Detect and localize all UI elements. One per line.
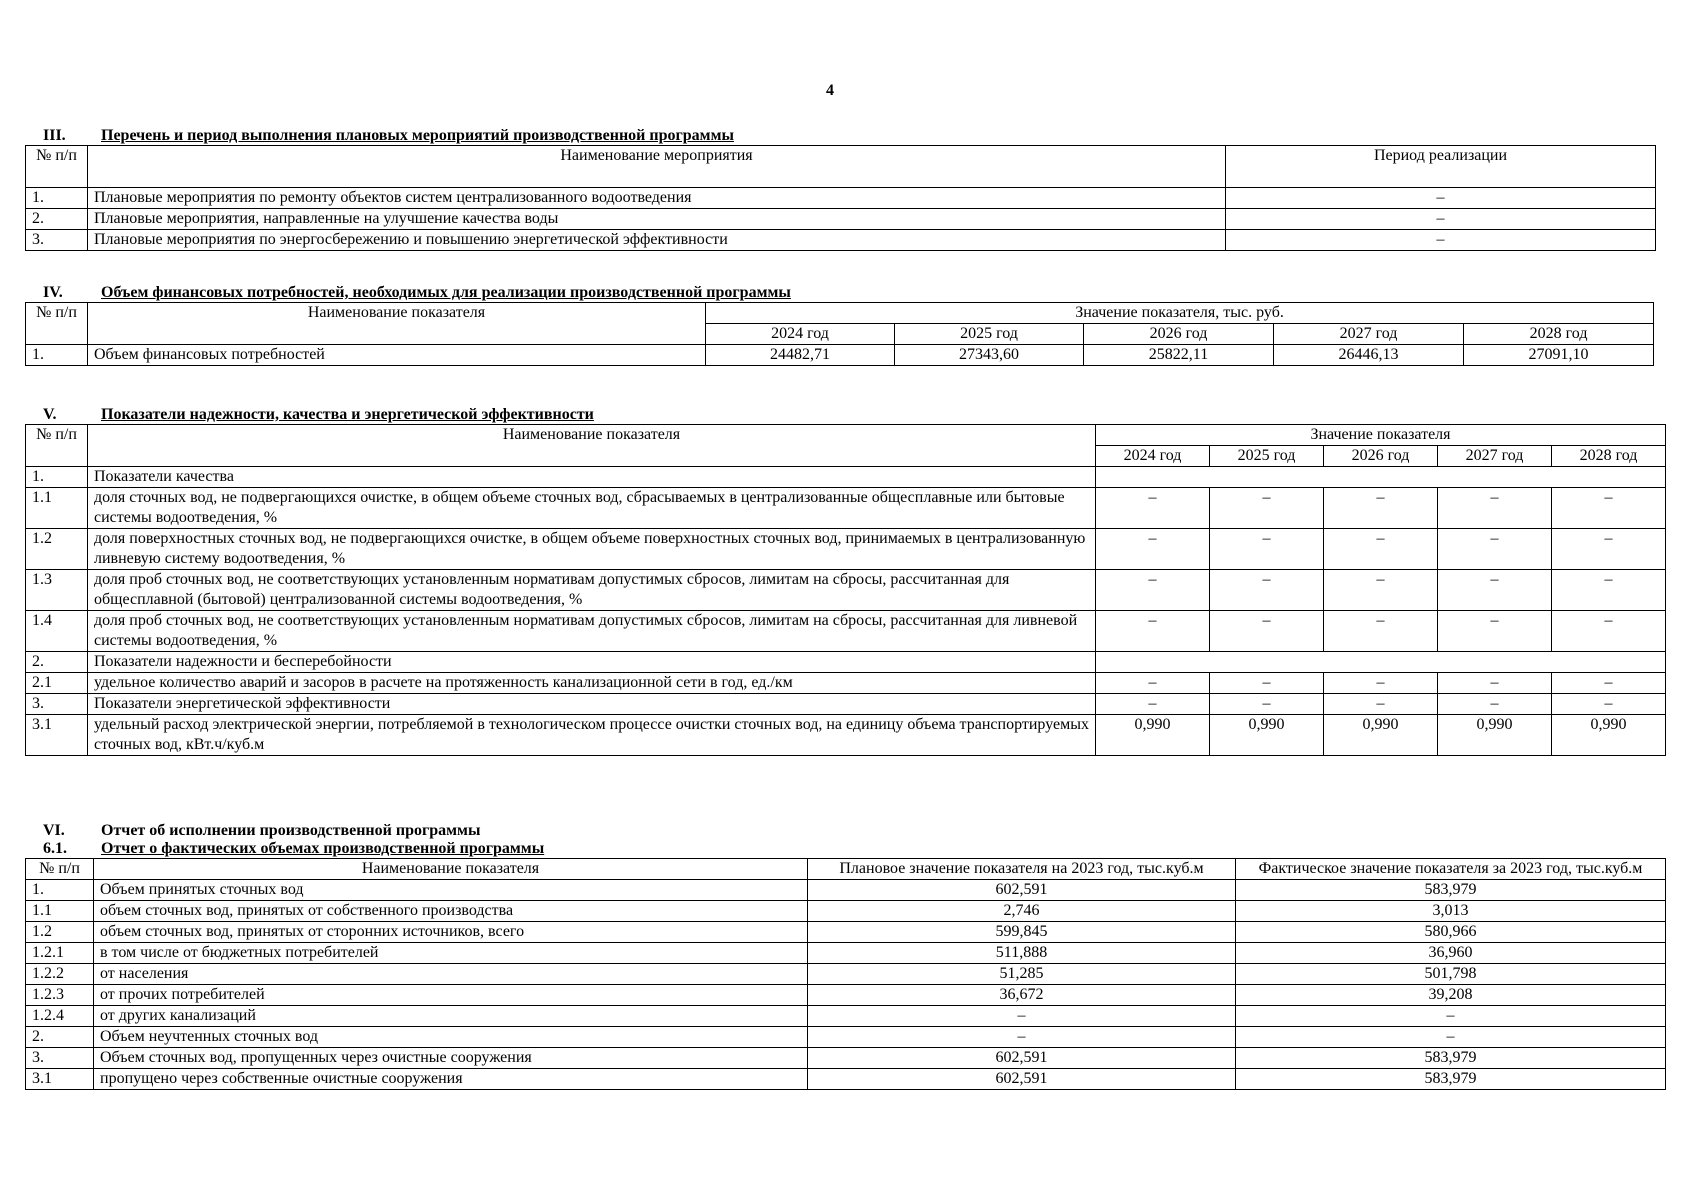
- table-header-row: [26, 425, 1666, 446]
- row-value: –: [1324, 694, 1438, 715]
- row-indicator-name: доля проб сточных вод, не соответствующих установленным нормативам допустимых сбросов, лимитам на сбросы, рассчитанная для ливневой системы водоотведения, %: [88, 611, 1096, 652]
- row-value: –: [1210, 570, 1324, 611]
- row-value: –: [1096, 488, 1210, 529]
- row-number: 1.2: [26, 922, 94, 943]
- table-row: [26, 901, 1666, 922]
- section-vi: [25, 822, 1666, 1090]
- row-indicator-name: Объем сточных вод, пропущенных через очистные сооружения: [94, 1048, 808, 1069]
- row-fact-value: 39,208: [1236, 985, 1666, 1006]
- row-value: –: [1210, 694, 1324, 715]
- row-number: 3.1: [26, 715, 88, 756]
- year-header: 2024 год: [1096, 446, 1210, 467]
- section-v-title: Показатели надежности, качества и энергетической эффективности: [101, 406, 594, 423]
- row-value: 27091,10: [1464, 345, 1654, 366]
- row-activity-name: Плановые мероприятия по энергосбережению и повышению энергетической эффективности: [88, 230, 1226, 251]
- row-plan-value: 599,845: [808, 922, 1236, 943]
- row-indicator-name: Показатели качества: [88, 467, 1096, 488]
- table-row: [26, 467, 1666, 488]
- section-v-heading: [25, 406, 1666, 424]
- row-indicator-name: удельное количество аварий и засоров в расчете на протяженность канализационной сети в год, ед./км: [88, 673, 1096, 694]
- year-header: 2025 год: [895, 324, 1084, 345]
- row-number: 3.1: [26, 1069, 94, 1090]
- row-number: 1.2.4: [26, 1006, 94, 1027]
- table-row: [26, 570, 1666, 611]
- row-value: –: [1096, 694, 1210, 715]
- header-indicator-name: Наименование показателя: [94, 859, 808, 880]
- row-number: 1.2.3: [26, 985, 94, 1006]
- header-plan: Плановое значение показателя на 2023 год, тыс.куб.м: [808, 859, 1236, 880]
- table-row: [26, 715, 1666, 756]
- section-vi-title: Отчет об исполнении производственной программы: [101, 822, 481, 839]
- year-header: 2028 год: [1464, 324, 1654, 345]
- row-plan-value: –: [808, 1027, 1236, 1048]
- section-iii-heading: [25, 127, 1656, 145]
- row-value: –: [1552, 529, 1666, 570]
- table-row: [26, 611, 1666, 652]
- row-number: 1.: [26, 880, 94, 901]
- row-value: 25822,11: [1084, 345, 1274, 366]
- header-period: Период реализации: [1226, 146, 1656, 188]
- report-table: [25, 858, 1666, 1090]
- row-value: –: [1552, 694, 1666, 715]
- row-number: 1.2.1: [26, 943, 94, 964]
- row-fact-value: 501,798: [1236, 964, 1666, 985]
- row-value: 24482,71: [706, 345, 895, 366]
- table-header-row: [26, 859, 1666, 880]
- row-plan-value: 2,746: [808, 901, 1236, 922]
- row-indicator-name: Объем финансовых потребностей: [88, 345, 706, 366]
- header-no: № п/п: [26, 425, 88, 467]
- row-value: 0,990: [1324, 715, 1438, 756]
- header-indicator-name: Наименование показателя: [88, 425, 1096, 467]
- header-no: № п/п: [26, 146, 88, 188]
- table-row: [26, 694, 1666, 715]
- row-value: –: [1210, 488, 1324, 529]
- row-number: 2.1: [26, 673, 88, 694]
- row-empty-values: [1096, 652, 1666, 673]
- row-indicator-name: Объем принятых сточных вод: [94, 880, 808, 901]
- financial-needs-table: [25, 302, 1654, 366]
- section-iv-title: Объем финансовых потребностей, необходимых для реализации производственной программы: [101, 284, 791, 301]
- table-row: [26, 922, 1666, 943]
- row-value: 0,990: [1210, 715, 1324, 756]
- row-number: 1.: [26, 345, 88, 366]
- row-number: 1.: [26, 467, 88, 488]
- row-number: 2.: [26, 652, 88, 673]
- indicators-table: [25, 424, 1666, 756]
- section-iii: [25, 127, 1656, 251]
- row-indicator-name: пропущено через собственные очистные сооружения: [94, 1069, 808, 1090]
- row-indicator-name: удельный расход электрической энергии, потребляемой в технологическом процессе очистки сточных вод, на единицу объема транспортируемых сточных вод, кВт.ч/куб.м: [88, 715, 1096, 756]
- year-header: 2027 год: [1274, 324, 1464, 345]
- table-header-row: [26, 146, 1656, 188]
- row-number: 1.2: [26, 529, 88, 570]
- year-header: 2026 год: [1324, 446, 1438, 467]
- row-fact-value: 583,979: [1236, 880, 1666, 901]
- table-row: [26, 488, 1666, 529]
- row-value: –: [1438, 529, 1552, 570]
- row-value: –: [1096, 570, 1210, 611]
- row-value: –: [1096, 611, 1210, 652]
- row-fact-value: 580,966: [1236, 922, 1666, 943]
- row-plan-value: –: [808, 1006, 1236, 1027]
- section-iv: [25, 284, 1654, 366]
- header-indicator-name: Наименование показателя: [88, 303, 706, 345]
- row-value: –: [1324, 488, 1438, 529]
- row-fact-value: –: [1236, 1006, 1666, 1027]
- row-empty-values: [1096, 467, 1666, 488]
- page-number: 4: [826, 82, 834, 99]
- row-value: –: [1438, 694, 1552, 715]
- row-number: 3.: [26, 1048, 94, 1069]
- row-number: 1.1: [26, 901, 94, 922]
- row-value: 0,990: [1438, 715, 1552, 756]
- year-header: 2024 год: [706, 324, 895, 345]
- row-indicator-name: от прочих потребителей: [94, 985, 808, 1006]
- section-iv-heading: [25, 284, 1654, 302]
- row-number: 1.2.2: [26, 964, 94, 985]
- row-value: 0,990: [1552, 715, 1666, 756]
- table-row: [26, 1048, 1666, 1069]
- row-indicator-name: объем сточных вод, принятых от сторонних источников, всего: [94, 922, 808, 943]
- row-plan-value: 511,888: [808, 943, 1236, 964]
- row-fact-value: 3,013: [1236, 901, 1666, 922]
- row-number: 2.: [26, 209, 88, 230]
- row-fact-value: –: [1236, 1027, 1666, 1048]
- row-fact-value: 36,960: [1236, 943, 1666, 964]
- row-value: –: [1438, 488, 1552, 529]
- row-number: 1.3: [26, 570, 88, 611]
- row-value: –: [1552, 611, 1666, 652]
- year-header: 2025 год: [1210, 446, 1324, 467]
- row-activity-name: Плановые мероприятия по ремонту объектов систем централизованного водоотведения: [88, 188, 1226, 209]
- row-indicator-name: доля сточных вод, не подвергающихся очистке, в общем объеме сточных вод, сбрасываемых в централизованные общесплавные или бытовые системы водоотведения, %: [88, 488, 1096, 529]
- row-value: –: [1438, 673, 1552, 694]
- header-activity-name: Наименование мероприятия: [88, 146, 1226, 188]
- table-row: [26, 1069, 1666, 1090]
- section-v-number: V.: [43, 406, 57, 423]
- row-value: –: [1552, 570, 1666, 611]
- row-number: 1.1: [26, 488, 88, 529]
- table-row: [26, 230, 1656, 251]
- row-indicator-name: от населения: [94, 964, 808, 985]
- row-plan-value: 602,591: [808, 1048, 1236, 1069]
- row-value: –: [1096, 673, 1210, 694]
- row-value: –: [1210, 673, 1324, 694]
- row-value: –: [1552, 673, 1666, 694]
- row-activity-name: Плановые мероприятия, направленные на улучшение качества воды: [88, 209, 1226, 230]
- table-row: [26, 880, 1666, 901]
- table-row: [26, 673, 1666, 694]
- row-value: 26446,13: [1274, 345, 1464, 366]
- row-period: –: [1226, 188, 1656, 209]
- row-indicator-name: Показатели надежности и бесперебойности: [88, 652, 1096, 673]
- header-no: № п/п: [26, 303, 88, 345]
- table-row: [26, 529, 1666, 570]
- row-value: –: [1096, 529, 1210, 570]
- row-indicator-name: от других канализаций: [94, 1006, 808, 1027]
- row-plan-value: 602,591: [808, 880, 1236, 901]
- row-fact-value: 583,979: [1236, 1048, 1666, 1069]
- section-iii-number: III.: [43, 127, 66, 144]
- table-row: [26, 1006, 1666, 1027]
- row-indicator-name: доля проб сточных вод, не соответствующих установленным нормативам допустимых сбросов, лимитам на сбросы, рассчитанная для общесплавной (бытовой) централизованной системы водоотведения, %: [88, 570, 1096, 611]
- row-value: –: [1438, 611, 1552, 652]
- table-row: [26, 652, 1666, 673]
- table-header-row: [26, 303, 1654, 324]
- activities-table: [25, 145, 1656, 251]
- row-value: –: [1552, 488, 1666, 529]
- row-indicator-name: доля поверхностных сточных вод, не подвергающихся очистке, в общем объеме поверхностных сточных вод, принимаемых в централизованную ливневую систему водоотведения, %: [88, 529, 1096, 570]
- section-vi-heading: [25, 822, 1666, 840]
- row-value: –: [1438, 570, 1552, 611]
- year-header: 2028 год: [1552, 446, 1666, 467]
- header-value: Значение показателя: [1096, 425, 1666, 446]
- year-header: 2027 год: [1438, 446, 1552, 467]
- row-plan-value: 51,285: [808, 964, 1236, 985]
- table-row: [26, 943, 1666, 964]
- row-value: –: [1210, 529, 1324, 570]
- row-plan-value: 36,672: [808, 985, 1236, 1006]
- row-number: 3.: [26, 694, 88, 715]
- row-indicator-name: Показатели энергетической эффективности: [88, 694, 1096, 715]
- row-indicator-name: объем сточных вод, принятых от собственного производства: [94, 901, 808, 922]
- row-number: 3.: [26, 230, 88, 251]
- header-value: Значение показателя, тыс. руб.: [706, 303, 1654, 324]
- row-value: 0,990: [1096, 715, 1210, 756]
- row-value: –: [1324, 529, 1438, 570]
- section-6-1-title: Отчет о фактических объемах производственной программы: [101, 840, 545, 857]
- row-plan-value: 602,591: [808, 1069, 1236, 1090]
- year-header: 2026 год: [1084, 324, 1274, 345]
- row-indicator-name: Объем неучтенных сточных вод: [94, 1027, 808, 1048]
- section-vi-number: VI.: [43, 822, 65, 839]
- table-row: [26, 985, 1666, 1006]
- row-period: –: [1226, 230, 1656, 251]
- section-iii-title: Перечень и период выполнения плановых мероприятий производственной программы: [101, 127, 734, 144]
- section-6-1-heading: [25, 840, 1666, 858]
- row-indicator-name: в том числе от бюджетных потребителей: [94, 943, 808, 964]
- row-fact-value: 583,979: [1236, 1069, 1666, 1090]
- section-6-1-number: 6.1.: [43, 840, 67, 857]
- row-value: –: [1324, 611, 1438, 652]
- row-value: –: [1210, 611, 1324, 652]
- section-iv-number: IV.: [43, 284, 63, 301]
- row-value: –: [1324, 673, 1438, 694]
- row-number: 1.: [26, 188, 88, 209]
- section-v: [25, 406, 1666, 756]
- row-value: 27343,60: [895, 345, 1084, 366]
- table-row: [26, 964, 1666, 985]
- header-fact: Фактическое значение показателя за 2023 год, тыс.куб.м: [1236, 859, 1666, 880]
- table-row: [26, 209, 1656, 230]
- row-number: 2.: [26, 1027, 94, 1048]
- table-row: [26, 188, 1656, 209]
- table-row: [26, 345, 1654, 366]
- row-period: –: [1226, 209, 1656, 230]
- table-row: [26, 1027, 1666, 1048]
- row-number: 1.4: [26, 611, 88, 652]
- row-value: –: [1324, 570, 1438, 611]
- header-no: № п/п: [26, 859, 94, 880]
